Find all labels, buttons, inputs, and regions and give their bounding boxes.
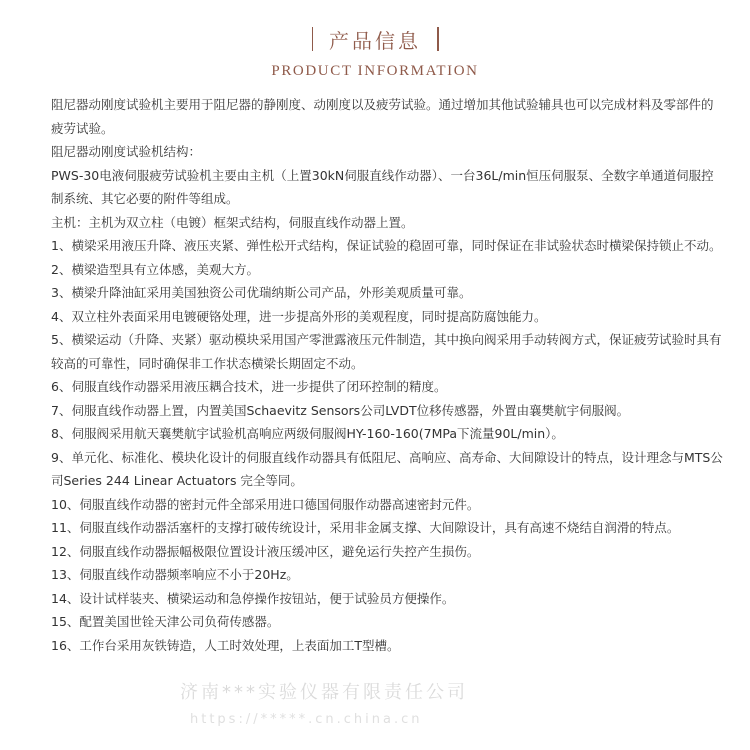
section-title: 产品信息	[329, 28, 421, 53]
feature-item: 11、伺服直线作动器活塞杆的支撑打破传统设计，采用非金属支撑、大间隙设计，具有高速不烧结自润滑的特点。	[51, 520, 680, 535]
feature-item: 6、伺服直线作动器采用液压耦合技术，进一步提供了闭环控制的精度。	[51, 379, 447, 394]
feature-item: 15、配置美国世铨天津公司负荷传感器。	[51, 614, 280, 629]
feature-item: 16、工作台采用灰铁铸造，人工时效处理，上表面加工T型槽。	[51, 637, 400, 653]
composition-paragraph: PWS-30电液伺服疲劳试验机主要由主机（上置30kN伺服直线作动器）、一台36L/min恒压伺服泵、全数字单通道伺服控制系统、其它必要的附件等组成。	[51, 167, 714, 206]
feature-item: 1、横梁采用液压升降、液压夹紧、弹性松开式结构，保证试验的稳固可靠，同时保证在非试验状态时横梁保持锁止不动。	[51, 238, 722, 253]
title-row	[0, 22, 750, 56]
title-divider-right	[437, 27, 439, 51]
feature-item: 9、单元化、标准化、模块化设计的伺服直线作动器具有低阻尼、高响应、高寿命、大间隙设计的特点，设计理念与MTS公司Series 244 Linear Actuators 完全等同。	[51, 449, 723, 488]
feature-item: 5、横梁运动（升降、夹紧）驱动模块采用国产零泄露液压元件制造，其中换向阀采用手动转阀方式，保证疲劳试验时具有较高的可靠性，同时确保非工作状态横梁长期固定不动。	[51, 332, 722, 371]
watermark-url: https://*****.cn.china.cn	[190, 712, 423, 727]
feature-item: 12、伺服直线作动器振幅极限位置设计液压缓冲区，避免运行失控产生损伤。	[51, 543, 480, 559]
feature-item: 4、双立柱外表面采用电镀硬铬处理，进一步提高外形的美观程度，同时提高防腐蚀能力。	[51, 308, 547, 324]
product-description	[51, 93, 723, 657]
feature-item: 8、伺服阀采用航天襄樊航宇试验机高响应两级伺服阀HY-160-160(7MPa下流量90L/min）。	[51, 426, 564, 441]
feature-item: 3、横梁升降油缸采用美国独资公司优瑞纳斯公司产品，外形美观质量可靠。	[51, 285, 472, 300]
section-header	[0, 22, 750, 80]
feature-item: 14、设计试样装夹、横梁运动和急停操作按钮站，便于试验员方便操作。	[51, 590, 455, 606]
intro-paragraph: 阻尼器动刚度试验机主要用于阻尼器的静刚度、动刚度以及疲劳试验。通过增加其他试验辅具也可以完成材料及零部件的疲劳试验。	[51, 97, 714, 136]
main-frame-paragraph: 主机：主机为双立柱（电镀）框架式结构，伺服直线作动器上置。	[51, 214, 414, 230]
feature-item: 7、伺服直线作动器上置，内置美国Schaevitz Sensors公司LVDT位移传感器，外置由襄樊航宇伺服阀。	[51, 402, 630, 418]
feature-item: 2、横梁造型具有立体感，美观大方。	[51, 261, 259, 277]
structure-heading: 阻尼器动刚度试验机结构：	[51, 144, 202, 159]
watermark-company: 济南***实验仪器有限责任公司	[180, 682, 468, 703]
section-subtitle: PRODUCT INFORMATION	[271, 63, 479, 79]
title-divider-left	[312, 27, 314, 51]
feature-item: 10、伺服直线作动器的密封元件全部采用进口德国伺服作动器高速密封元件。	[51, 496, 480, 512]
feature-item: 13、伺服直线作动器频率响应不小于20Hz。	[51, 567, 299, 582]
